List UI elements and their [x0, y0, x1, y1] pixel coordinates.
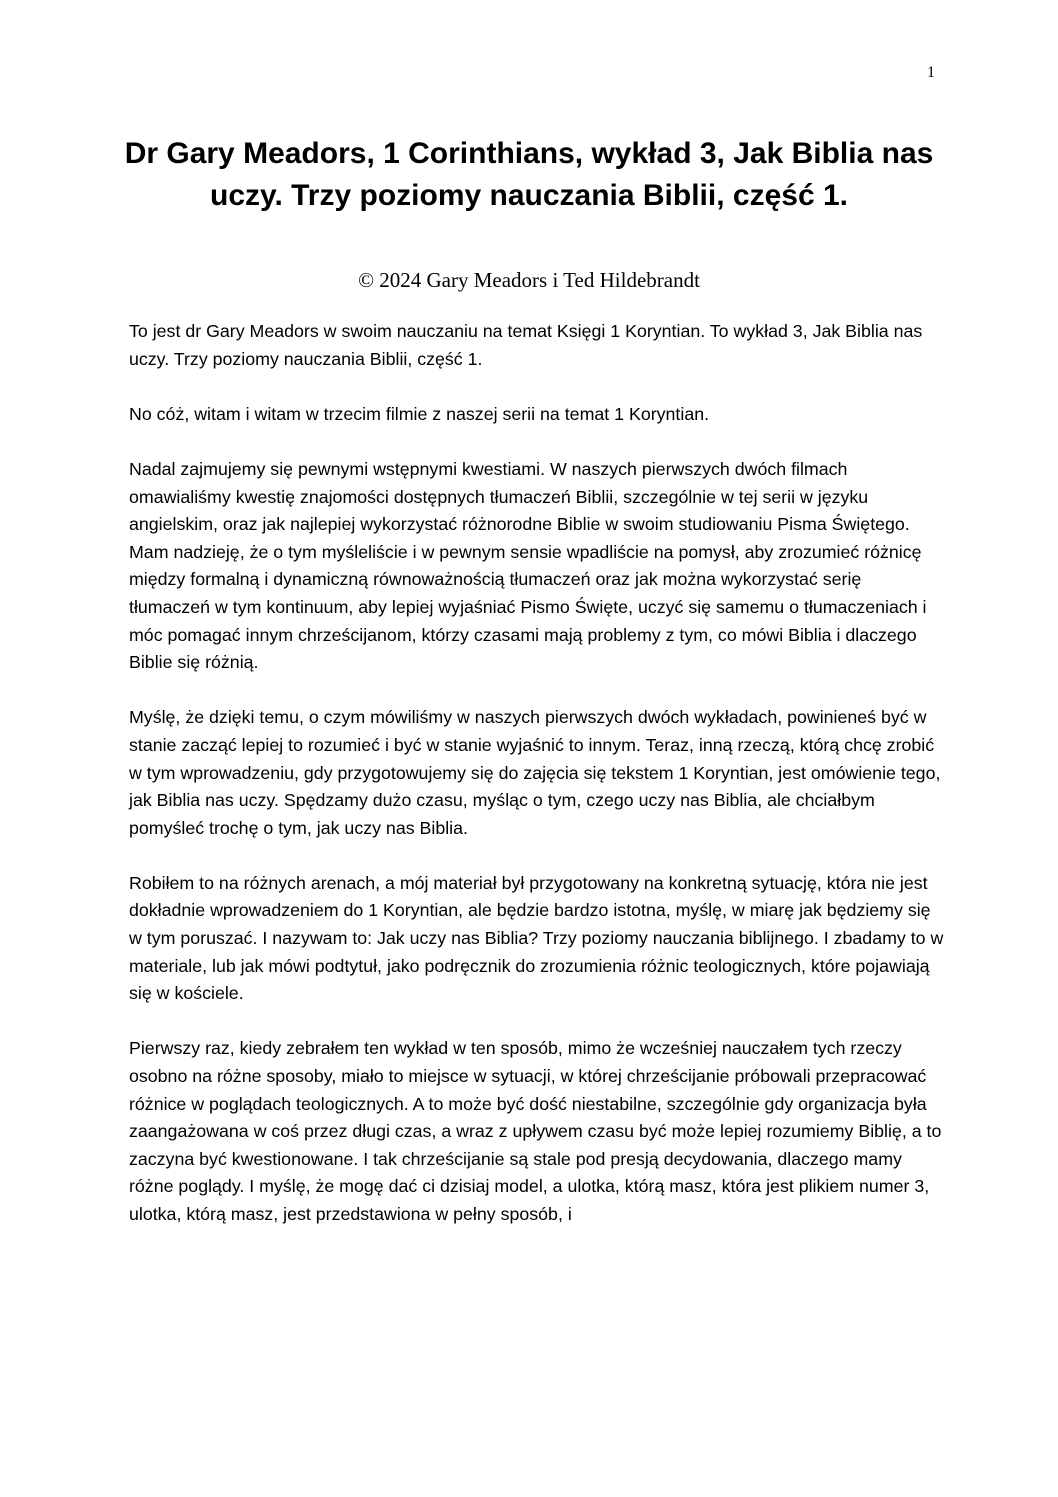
copyright-line: © 2024 Gary Meadors i Ted Hildebrandt [358, 268, 700, 292]
paragraph-3: Nadal zajmujemy się pewnymi wstępnymi kwestiami. W naszych pierwszych dwóch filmach omawialiśmy kwestię znajomości dostępnych tłumaczeń Biblii, szczególnie w tej serii w języku angielskim, oraz jak najlepiej wykorzystać różnorodne Biblie w swoim studiowaniu Pisma Świętego. Mam nadzieję, że o tym myśleliście i w pewnym sensie wpadliście na pomysł, aby zrozumieć różnicę między formalną i dynamiczną równoważnością tłumaczeń oraz jak można wykorzystać serię tłumaczeń w tym kontinuum, aby lepiej wyjaśniać Pismo Święte, uczyć się samemu o tłumaczeniach i móc pomagać innym chrześcijanom, którzy czasami mają problemy z tym, co mówi Biblia i dlaczego Biblie się różnią. [129, 458, 927, 673]
page-number: 1 [927, 64, 935, 81]
paragraph-1: To jest dr Gary Meadors w swoim nauczaniu na temat Księgi 1 Koryntian. To wykład 3, Jak Biblia nas uczy. Trzy poziomy nauczania Biblii, część 1. [129, 321, 923, 369]
document-title: Dr Gary Meadors, 1 Corinthians, wykład 3, Jak Biblia nas uczy. Trzy poziomy nauczania Biblii, część 1. [124, 137, 934, 212]
paragraph-6: Pierwszy raz, kiedy zebrałem ten wykład w ten sposób, mimo że wcześniej nauczałem tych rzeczy osobno na różne sposoby, miało to miejsce w sytuacji, w której chrześcijanie próbowali przepracować różnice w poglądach teologicznych. A to może być dość niestabilne, szczególnie gdy organizacja była zaangażowana w coś przez długi czas, a wraz z upływem czasu być może lepiej rozumiemy Biblię, a to zaczyna być kwestionowane. I tak chrześcijanie są stale pod presją decydowania, dlaczego mamy różne poglądy. I myślę, że mogę dać ci dzisiaj model, a ulotka, którą masz, która jest plikiem numer 3, ulotka, którą masz, jest przedstawiona w pełny sposób, i [129, 1038, 942, 1224]
paragraph-2: No cóż, witam i witam w trzecim filmie z naszej serii na temat 1 Koryntian. [129, 403, 710, 424]
paragraph-5: Robiłem to na różnych arenach, a mój materiał był przygotowany na konkretną sytuację, która nie jest dokładnie wprowadzeniem do 1 Koryntian, ale będzie bardzo istotna, myślę, w miarę jak będziemy się w tym poruszać. I nazywam to: Jak uczy nas Biblia? Trzy poziomy nauczania biblijnego. I zbadamy to w materiale, lub jak mówi podtytuł, jako podręcznik do zrozumienia różnic teologicznych, które pojawiają się w kościele. [129, 872, 944, 1004]
document-body [129, 318, 947, 1256]
paragraph-4: Myślę, że dzięki temu, o czym mówiliśmy w naszych pierwszych dwóch wykładach, powinieneś być w stanie zacząć lepiej to rozumieć i być w stanie wyjaśnić to innym. Teraz, inną rzeczą, którą chcę zrobić w tym wprowadzeniu, gdy przygotowujemy się do zajęcia się tekstem 1 Koryntian, jest omówienie tego, jak Biblia nas uczy. Spędzamy dużo czasu, myśląc o tym, czego uczy nas Biblia, ale chciałbym pomyśleć trochę o tym, jak uczy nas Biblia. [129, 707, 941, 838]
